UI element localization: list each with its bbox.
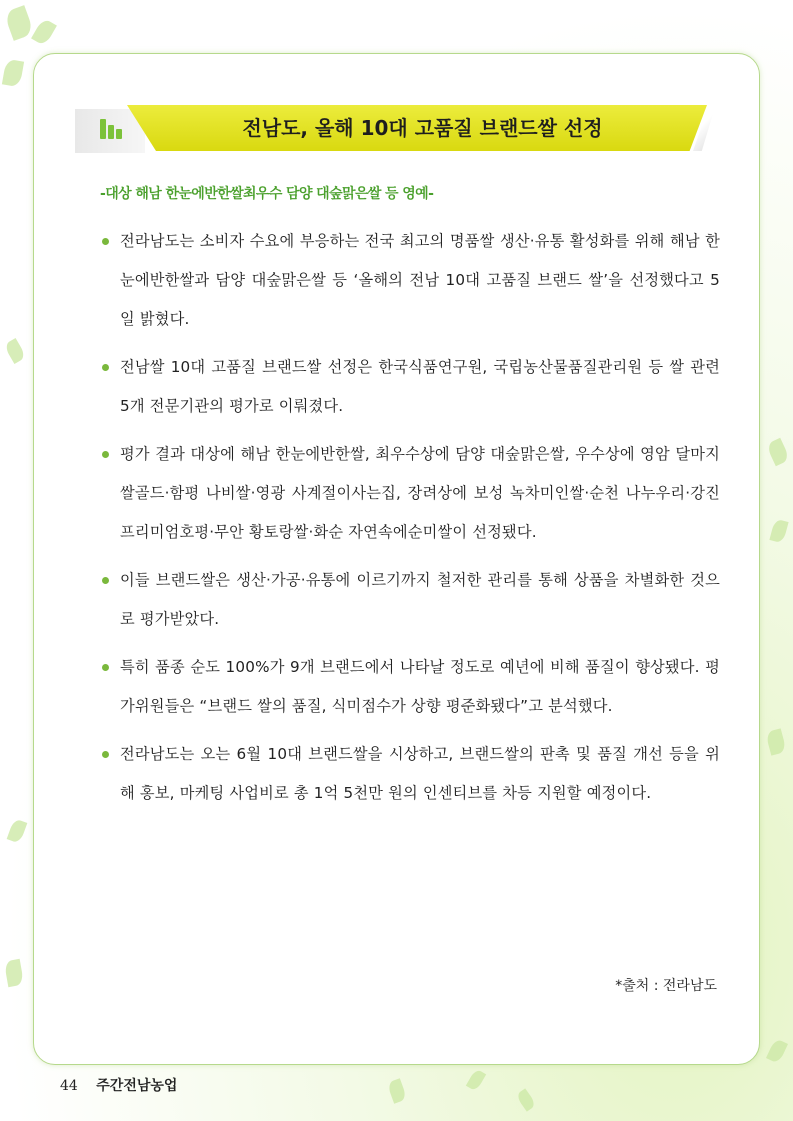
page-footer [60, 1075, 177, 1095]
leaf-decoration [4, 5, 35, 41]
source-credit: *출처 : 전라남도 [615, 978, 717, 994]
list-item [102, 348, 720, 426]
list-item [102, 561, 720, 639]
leaf-decoration [7, 818, 28, 843]
leaf-decoration [766, 1038, 788, 1064]
page-number: 44 [60, 1078, 78, 1094]
leaf-decoration [466, 1068, 486, 1091]
article-body [102, 222, 720, 822]
list-item [102, 648, 720, 726]
paragraph-text: 전라남도는 오는 6월 10대 브랜드쌀을 시상하고, 브랜드쌀의 판촉 및 품질 개선 등을 위해 홍보, 마케팅 사업비로 총 1억 5천만 원의 인센티브를 차등 지원할 예정이다. [120, 745, 720, 802]
leaf-decoration [765, 728, 787, 755]
leaf-decoration [766, 438, 791, 467]
paragraph-text: 이들 브랜드쌀은 생산·가공·유통에 이르기까지 철저한 관리를 통해 상품을 차별화한 것으로 평가받았다. [120, 571, 720, 628]
list-item [102, 222, 720, 339]
leaf-decoration [769, 519, 788, 544]
paragraph-text: 전남쌀 10대 고품질 브랜드쌀 선정은 한국식품연구원, 국립농산물품질관리원 등 쌀 관련 5개 전문기관의 평가로 이뤄졌다. [120, 358, 720, 415]
title-banner [75, 105, 715, 155]
leaf-decoration [3, 338, 26, 364]
bar-chart-icon [100, 119, 130, 139]
leaf-decoration [31, 18, 57, 47]
bullet-icon [102, 364, 109, 371]
paragraph-text: 특히 품종 순도 100%가 9개 브랜드에서 나타날 정도로 예년에 비해 품질이 향상됐다. 평가위원들은 “브랜드 쌀의 품질, 식미점수가 상향 평준화됐다”고 분석했다. [120, 658, 720, 715]
paragraph-text: 평가 결과 대상에 해남 한눈에반한쌀, 최우수상에 담양 대숲맑은쌀, 우수상에 영암 달마지쌀골드·함평 나비쌀·영광 사계절이사는집, 장려상에 보성 녹차미인쌀·순천 나누우리·강진 프리미엄호평·무안 황토랑쌀·화순 자연속에순미쌀이 선정됐다. [120, 445, 720, 541]
list-item [102, 435, 720, 552]
publication-name: 주간전남농업 [96, 1078, 178, 1094]
leaf-decoration [2, 59, 24, 88]
list-item [102, 735, 720, 813]
bullet-icon [102, 751, 109, 758]
article-title: 전남도, 올해 10대 고품질 브랜드쌀 선정 [242, 116, 603, 140]
bullet-icon [102, 577, 109, 584]
article-subtitle: -대상 해남 한눈에반한쌀최우수 담양 대숲맑은쌀 등 영예- [100, 186, 434, 202]
bullet-icon [102, 238, 109, 245]
bullet-icon [102, 664, 109, 671]
bullet-icon [102, 451, 109, 458]
leaf-decoration [515, 1088, 536, 1111]
paragraph-text: 전라남도는 소비자 수요에 부응하는 전국 최고의 명품쌀 생산·유통 활성화를 위해 해남 한눈에반한쌀과 담양 대숲맑은쌀 등 ‘올해의 전남 10대 고품질 브랜드 쌀’을 선정했다고 5일 밝혔다. [120, 232, 720, 328]
leaf-decoration [4, 959, 24, 987]
leaf-decoration [387, 1078, 408, 1103]
